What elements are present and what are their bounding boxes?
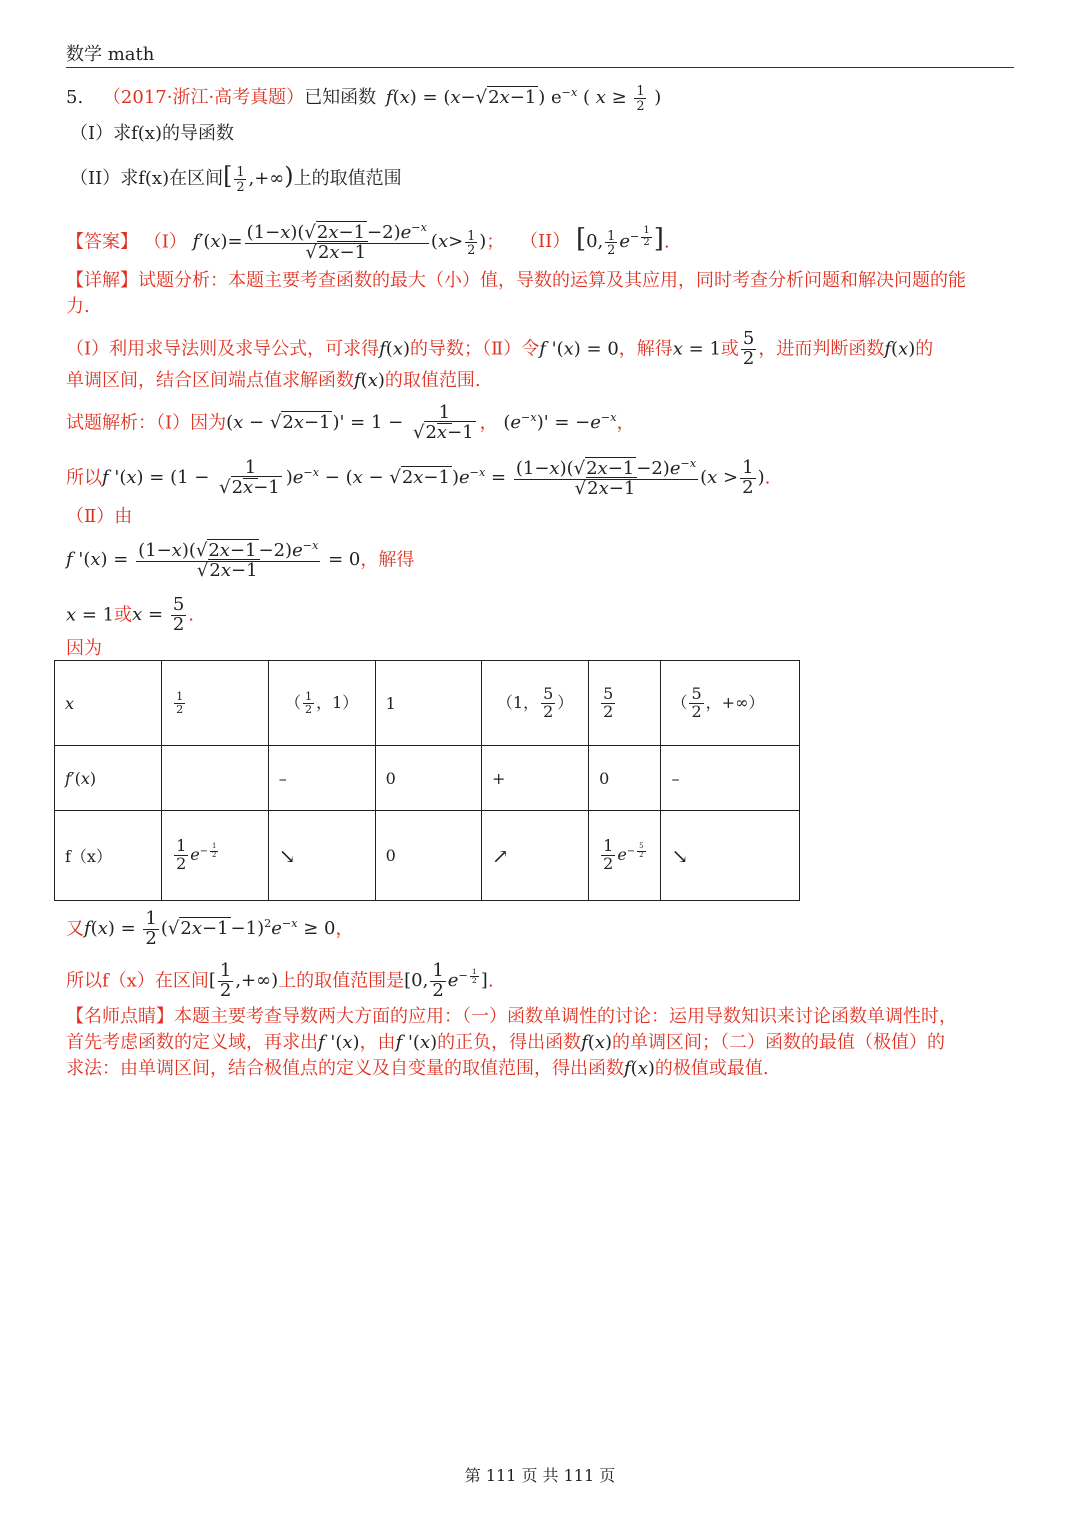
table-cell: $\frac{1}{2}$ bbox=[162, 661, 269, 746]
problem-source: （2017·浙江·高考真题） bbox=[102, 87, 305, 108]
explain-plan1: （Ⅰ）利用求导法则及求导公式，可求得f(x)的导数；（Ⅱ）令f '(x) = 0，解得x = 1或 $\frac{5}{2}$ ，进而判断函数f(x)的 bbox=[66, 328, 934, 369]
part2-mid: 在区间 bbox=[169, 168, 224, 189]
table-cell: （ $\frac{5}{2}$ ，+∞） bbox=[661, 661, 800, 746]
table-cell: $\frac{5}{2}$ bbox=[589, 661, 661, 746]
nonneg-line: 又f(x) = $\frac{1}{2}$ $(√2x-1 -1)^2e^{-x} \ge 0$， bbox=[66, 908, 354, 949]
table-cell: f′(x) bbox=[55, 746, 162, 811]
table-cell: – bbox=[268, 746, 375, 811]
tips-line1: 【名师点睛】本题主要考查导数两大方面的应用：（一）函数单调性的讨论：运用导数知识来讨论函数单调性时， bbox=[66, 1006, 957, 1027]
table-cell: 0 bbox=[375, 811, 481, 901]
part1-text: 求f(x)的导函数 bbox=[113, 123, 234, 144]
answer-part1-label: （I） bbox=[143, 231, 187, 253]
explain-line1 bbox=[66, 268, 966, 294]
page-header: 数学 math bbox=[66, 44, 155, 65]
table-cell: ↘ bbox=[268, 811, 375, 901]
part2-pre: 求 bbox=[120, 168, 139, 189]
part2-label: （II） bbox=[70, 168, 121, 189]
table-cell: $\frac{1}{2}$ $e^{- \frac{5}{2}}$ bbox=[589, 811, 661, 901]
monotonicity-table bbox=[54, 660, 800, 901]
tips-label: 【名师点睛】 bbox=[66, 1006, 174, 1027]
problem-line bbox=[66, 80, 661, 112]
table-cell bbox=[162, 746, 269, 811]
part1-line bbox=[70, 121, 234, 147]
roots-line: x = 1或x = $\frac{5}{2}$ . bbox=[66, 594, 195, 635]
table-row bbox=[55, 746, 800, 811]
answer-line: 【答案】 （I） f′(x)= $\frac{(1-x)(√2x-1 -2)e^{-x}}{√2x-1}$ (x> $\frac{1}{2}$ )； （II） [0, $\frac{1}{2}$ $e^{- \frac{1}{2}}$ ]. bbox=[66, 221, 670, 263]
answer-part2-formula: [0, $\frac{1}{2}$ $e^{- \frac{1}{2}}$ ] bbox=[575, 224, 664, 257]
explain-intro: 试题分析：本题主要考查函数的最大（小）值，导数的运算及其应用，同时考查分析问题和解决问题的能 bbox=[138, 270, 966, 291]
table-row bbox=[55, 811, 800, 901]
header-divider bbox=[66, 67, 1014, 68]
tips-line2: 首先考虑函数的定义域，再求出f '(x)，由f '(x)的正负，得出函数f(x)的单调区间；（二）函数的最值（极值）的 bbox=[66, 1032, 946, 1053]
table-cell: f（x） bbox=[55, 811, 162, 901]
problem-func-body: (x) = (x−√2x−1 ) $e^{-x}$ ( x ≥ $\frac{1}{2}$ ) bbox=[392, 83, 662, 113]
table-cell: （1， $\frac{5}{2}$ ） bbox=[482, 661, 589, 746]
page-footer: 第 111 页 共 111 页 bbox=[464, 1466, 616, 1485]
table-cell: （ $\frac{1}{2}$ ，1） bbox=[268, 661, 375, 746]
table-cell: ↘ bbox=[661, 811, 800, 901]
answer-sep: ； bbox=[486, 231, 505, 253]
solve-line: f '(x) = $\frac{(1-x)(√2x-1 -2)e^{-x}}{√2x-1}$ = 0，解得 bbox=[66, 539, 415, 581]
problem-function: f bbox=[385, 87, 393, 108]
part2-start: （Ⅱ）由 bbox=[66, 506, 133, 527]
explain-label: 【详解】 bbox=[66, 270, 138, 291]
problem-number: 5. bbox=[66, 87, 84, 108]
part1-label: （I） bbox=[70, 123, 114, 144]
tips-line3: 求法：由单调区间，结合极值点的定义及自变量的取值范围，得出函数f(x)的极值或最值. bbox=[66, 1058, 769, 1079]
table-row bbox=[55, 661, 800, 746]
part2-line: （II）求f(x)在区间[ $\frac{1}{2}$ ,+∞)上的取值范围 bbox=[70, 162, 402, 194]
derivative-line: 所以f '(x) = (1 − $\frac{1}{√2x-1}$ )$e^{-x} - (x - √2x-1$ )$e^{-x}$ = $\frac{(1-x)(√2x-1 -2)e^{-x}}{√2x-1}$ (x > $\frac{1}{2}$ ). bbox=[66, 457, 771, 499]
problem-stem: 已知函数 bbox=[304, 87, 377, 108]
table-cell: ↗ bbox=[482, 811, 589, 901]
table-cell: $\frac{1}{2}$ $e^{- \frac{1}{2}}$ bbox=[162, 811, 269, 901]
table-cell: 1 bbox=[375, 661, 481, 746]
table-cell: 0 bbox=[375, 746, 481, 811]
table-cell: 0 bbox=[589, 746, 661, 811]
part2-post: 上的取值范围 bbox=[293, 168, 402, 189]
table-cell: – bbox=[661, 746, 800, 811]
explain-plan2: 单调区间，结合区间端点值求解函数f(x)的取值范围. bbox=[66, 370, 481, 391]
explain-line2: 力. bbox=[66, 296, 90, 317]
because-line: 因为 bbox=[66, 638, 102, 659]
table-cell: x bbox=[55, 661, 162, 746]
analysis-line: 试题解析：（Ⅰ）因为(x − √2x−1 )' = 1 − $\frac{1}{√2x-1}$ ， $(e^{-x})' = -e^{-x}$， bbox=[66, 402, 635, 443]
range-line: 所以f（x）在区间[ $\frac{1}{2}$ ,+∞)上的取值范围是[0, $\frac{1}{2}$ $e^{- \frac{1}{2}}$ ]. bbox=[66, 960, 494, 1001]
answer-label: 【答案】 bbox=[66, 231, 138, 253]
answer-part2-label: （II） bbox=[519, 231, 571, 253]
answer-part1-formula: f′(x)= $\frac{(1-x)(√2x-1 -2)e^{-x}}{√2x-1}$ (x> $\frac{1}{2}$ ) bbox=[192, 221, 487, 263]
table-cell: + bbox=[482, 746, 589, 811]
